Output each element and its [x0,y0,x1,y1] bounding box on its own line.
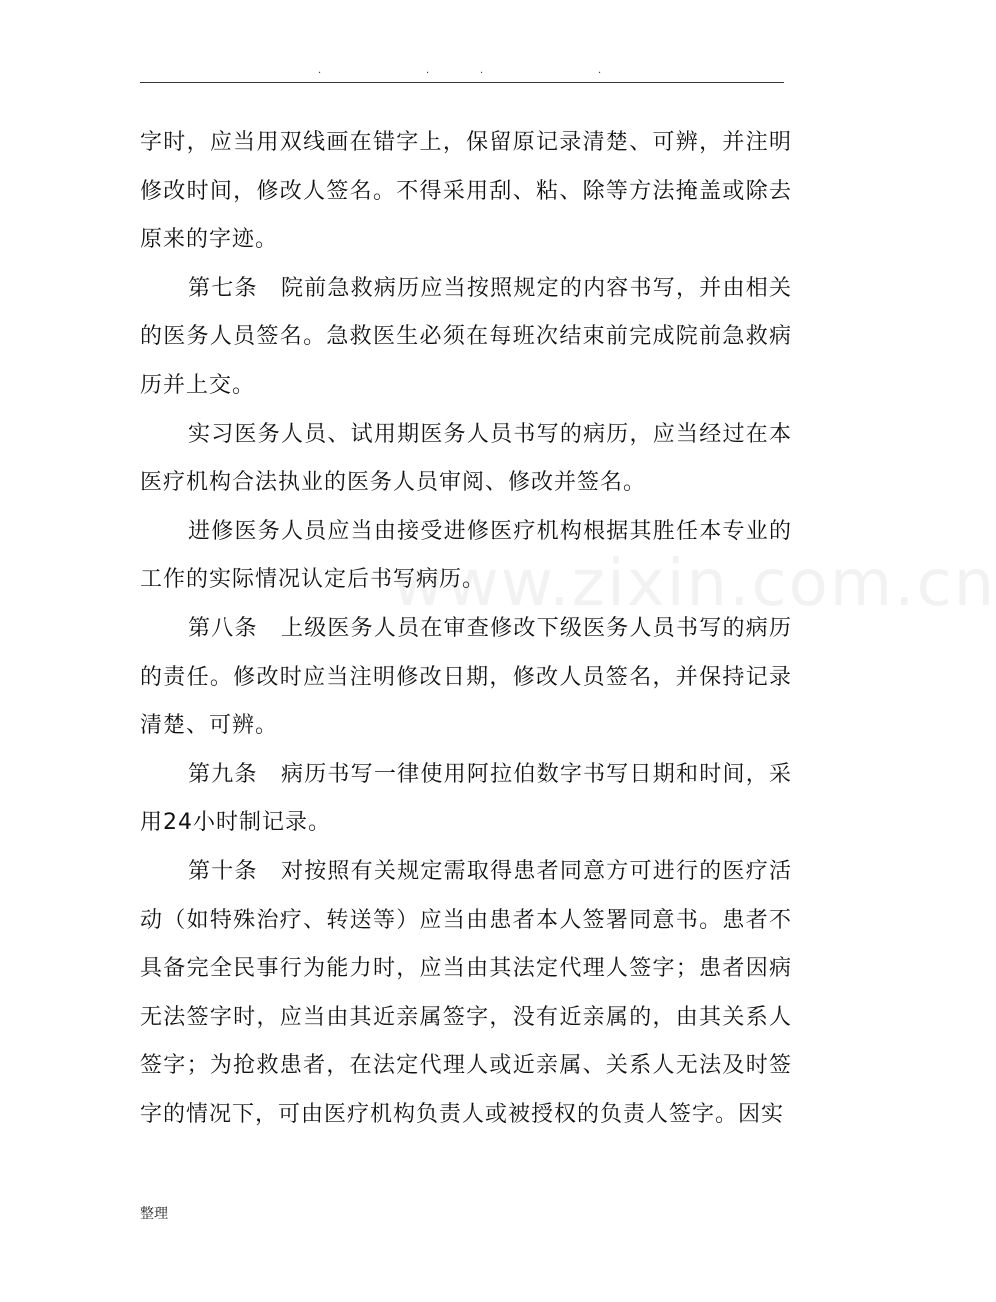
document-body [140,119,792,1139]
paragraph-article-7: 第七条 院前急救病历应当按照规定的内容书写，并由相关的医务人员签名。急救医生必须在每班次结束前完成院前急救病历并上交。 [140,275,792,398]
footer-label: 整理 [140,1206,168,1222]
watermark: www.zixin.com.cn [392,547,996,621]
header-dot: . [598,65,602,76]
paragraph-article-8: 第八条 上级医务人员在审查修改下级医务人员书写的病历的责任。修改时应当注明修改日期，修改人员签名，并保持记录清楚、可辨。 [140,615,792,739]
header-dot: . [426,65,430,76]
header-rule [140,82,784,83]
header-dot: . [480,65,484,76]
paragraph-continuation: 字时，应当用双线画在错字上，保留原记录清楚、可辨，并注明修改时间，修改人签名。不得采用刮、粘、除等方法掩盖或除去原来的字迹。 [140,130,792,253]
paragraph-article-10: 第十条 对按照有关规定需取得患者同意方可进行的医疗活动（如特殊治疗、转送等）应当由患者本人签署同意书。患者不具备完全民事行为能力时，应当由其法定代理人签字；患者因病无法签字时，应当由其近亲属签字，没有近亲属的，由其关系人签字；为抢救患者，在法定代理人或近亲属、关系人无法及时签字的情况下，可由医疗机构负责人或被授权的负责人签字。因实 [140,858,792,1127]
header-dot: . [318,65,322,76]
paragraph-intern-records: 实习医务人员、试用期医务人员书写的病历，应当经过在本医疗机构合法执业的医务人员审阅、修改并签名。 [140,421,792,496]
paragraph-trainee-records: 进修医务人员应当由接受进修医疗机构根据其胜任本专业的工作的实际情况认定后书写病历。 [140,518,792,593]
paragraph-article-9: 第九条 病历书写一律使用阿拉伯数字书写日期和时间，采用24小时制记录。 [140,761,792,836]
header-dots [300,64,620,78]
